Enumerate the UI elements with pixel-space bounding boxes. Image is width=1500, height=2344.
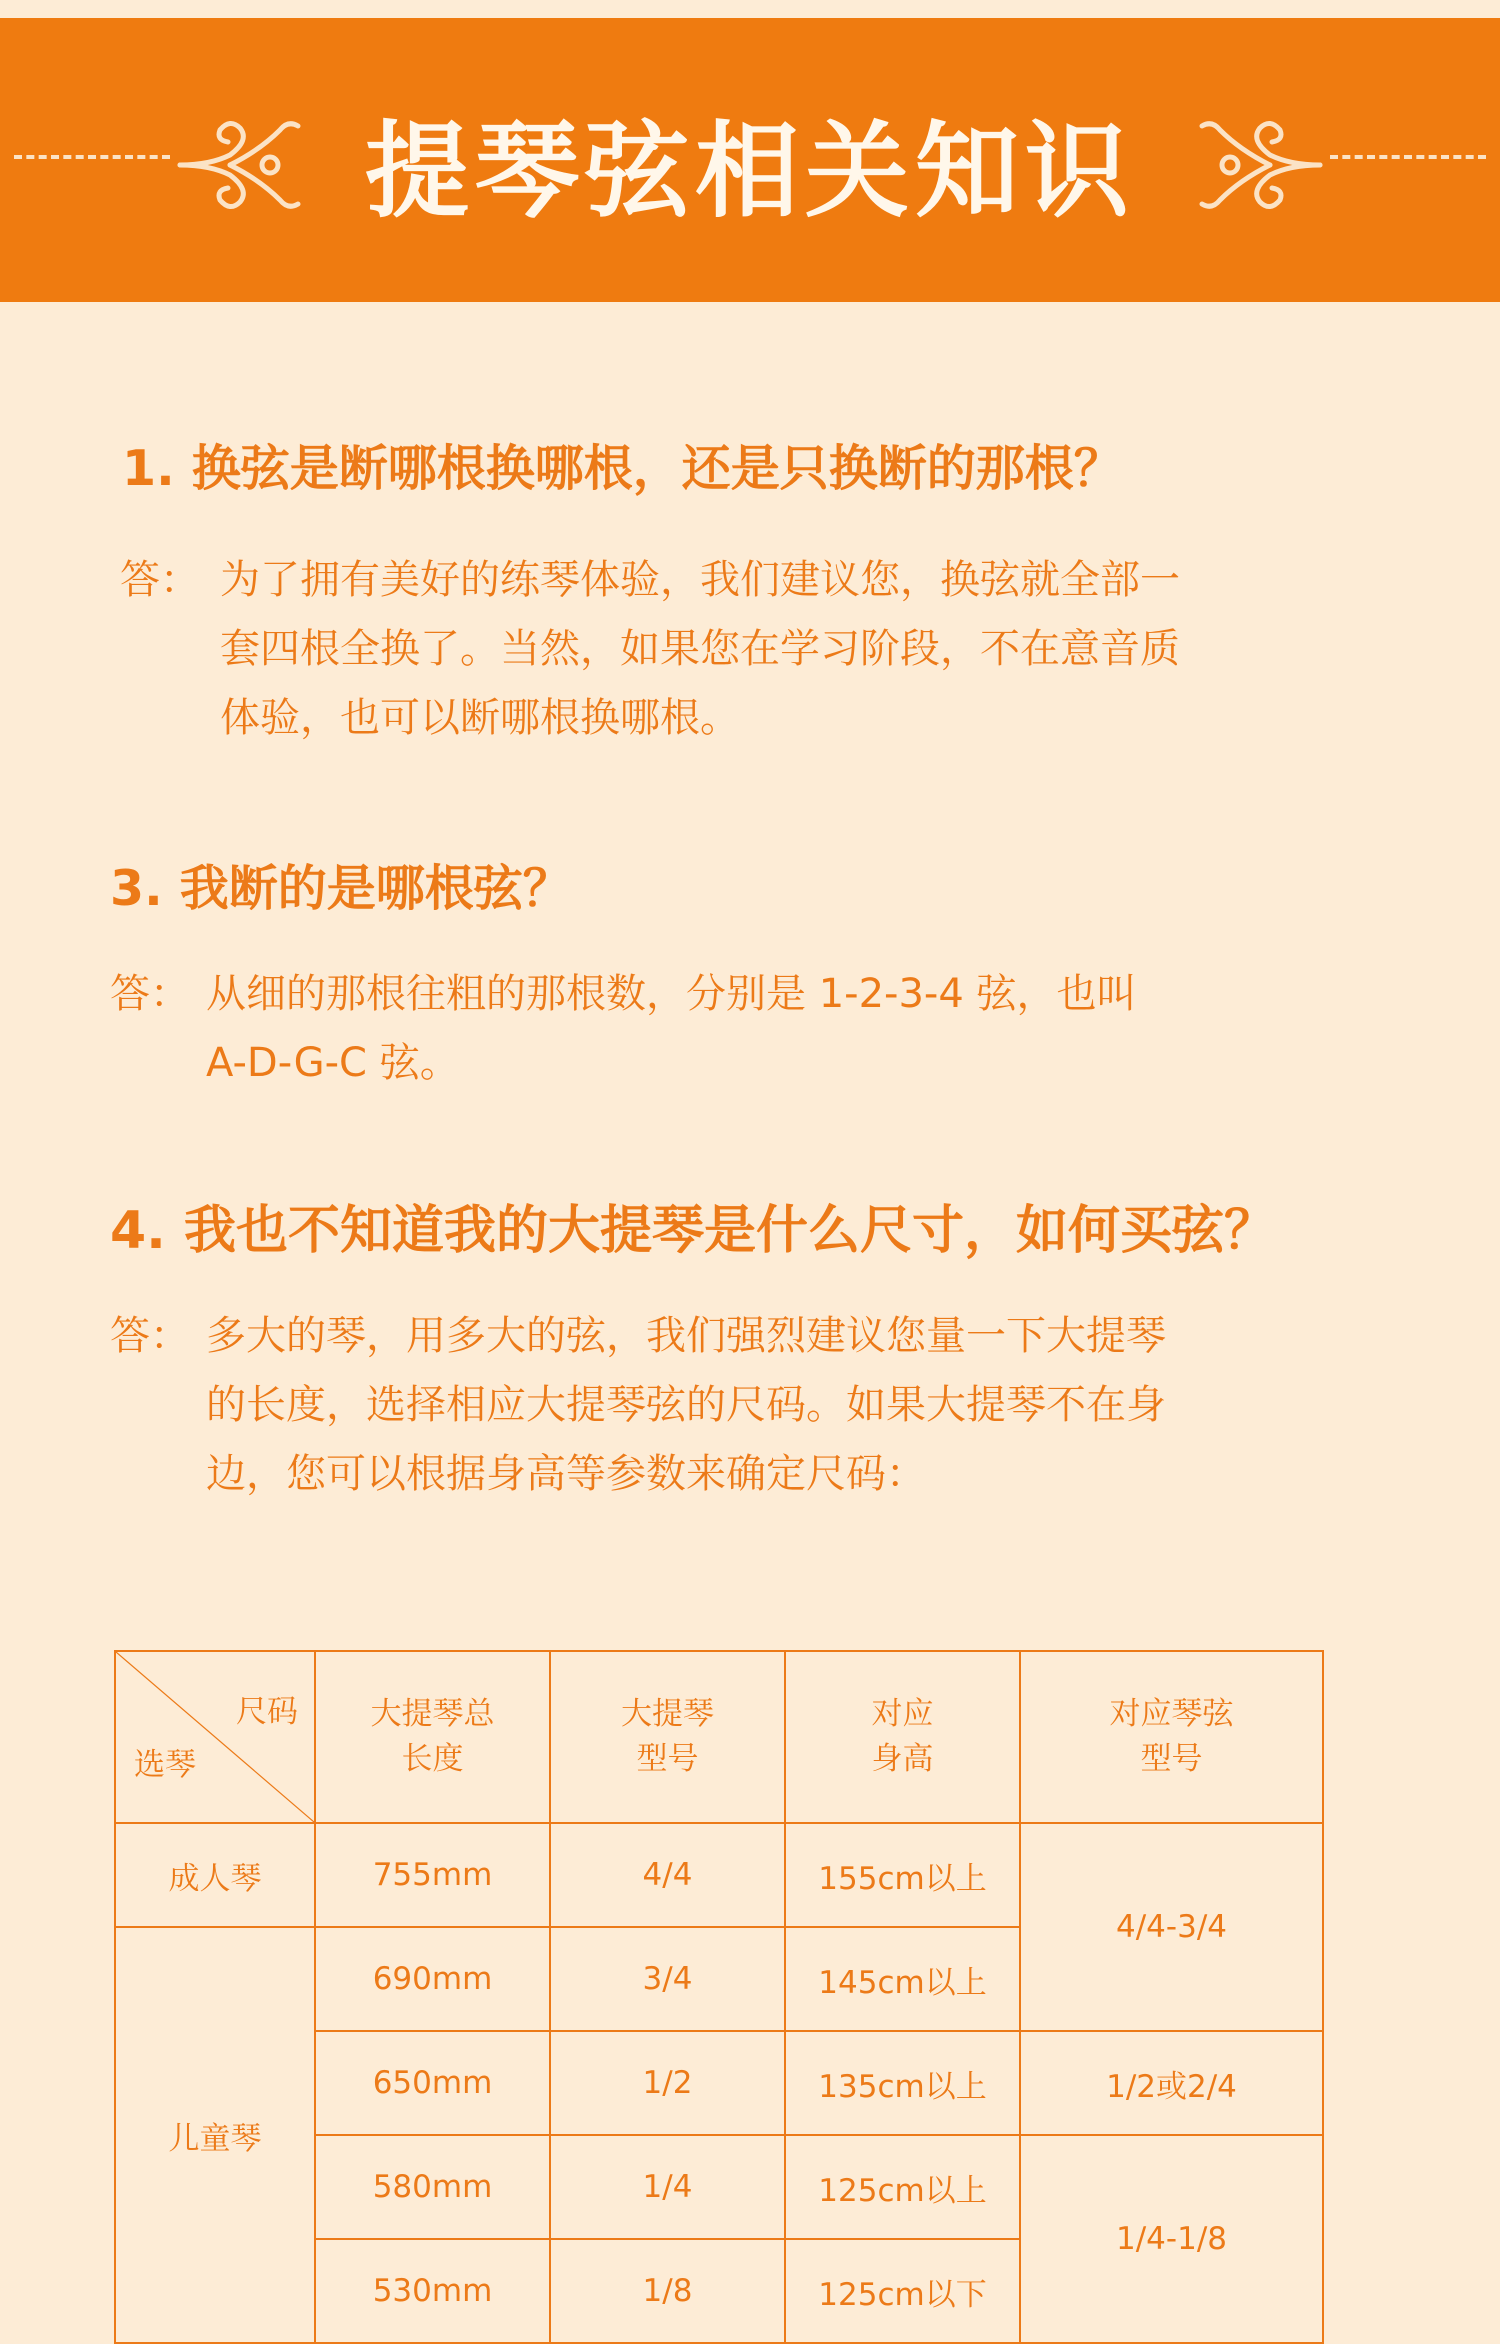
height-cell: 125cm以下 [785, 2239, 1020, 2343]
question-1: 1. 换弦是断哪根换哪根，还是只换断的那根？ [122, 440, 1123, 497]
answer-prefix: 答： [120, 557, 200, 603]
answer-line: 从细的那根往粗的那根数，分别是 1-2-3-4 弦，也叫 [206, 971, 1137, 1017]
height-cell: 145cm以上 [785, 1927, 1020, 2031]
string-model-cell: 4/4-3/4 [1020, 1823, 1323, 2031]
string-model-cell: 1/4-1/8 [1020, 2135, 1323, 2343]
header-line: 对应琴弦 [1109, 1696, 1234, 1732]
question-3: 3. 我断的是哪根弦？ [110, 860, 572, 917]
answer-line: A-D-G-C 弦。 [206, 1040, 460, 1086]
header-total-length [315, 1651, 550, 1823]
diagonal-line [116, 1652, 314, 1822]
header-line: 大提琴总 [370, 1696, 495, 1732]
height-cell: 155cm以上 [785, 1823, 1020, 1927]
answer-line: 体验，也可以断哪根换哪根。 [220, 695, 740, 741]
answer-line: 的长度，选择相应大提琴弦的尺码。如果大提琴不在身 [206, 1382, 1166, 1428]
dashed-rule-left [14, 155, 170, 159]
height-cell: 135cm以上 [785, 2031, 1020, 2135]
length-cell: 580mm [315, 2135, 550, 2239]
flourish-right-icon [1190, 110, 1330, 220]
model-cell: 1/2 [550, 2031, 785, 2135]
group-cell-child: 儿童琴 [115, 1927, 315, 2343]
header-line: 型号 [636, 1741, 699, 1777]
model-cell: 1/8 [550, 2239, 785, 2343]
height-cell: 125cm以上 [785, 2135, 1020, 2239]
answer-line: 套四根全换了。当然，如果您在学习阶段，不在意音质 [220, 626, 1180, 672]
size-table [114, 1650, 1324, 2344]
title-banner [0, 18, 1500, 302]
header-model [550, 1651, 785, 1823]
header-height [785, 1651, 1020, 1823]
corner-label-select: 选琴 [134, 1747, 196, 1783]
header-line: 长度 [401, 1741, 464, 1777]
header-line: 型号 [1140, 1741, 1203, 1777]
dashed-rule-right [1330, 155, 1486, 159]
model-cell: 4/4 [550, 1823, 785, 1927]
header-string-model [1020, 1651, 1323, 1823]
answer-prefix: 答： [110, 971, 190, 1017]
header-line: 身高 [871, 1741, 934, 1777]
length-cell: 650mm [315, 2031, 550, 2135]
top-margin [0, 0, 1500, 18]
model-cell: 1/4 [550, 2135, 785, 2239]
length-cell: 530mm [315, 2239, 550, 2343]
answer-line: 为了拥有美好的练琴体验，我们建议您，换弦就全部一 [220, 557, 1180, 603]
answer-line: 边，您可以根据身高等参数来确定尺码： [206, 1451, 926, 1497]
corner-label-size: 尺码 [236, 1694, 298, 1730]
page-title: 提琴弦相关知识 [364, 110, 1135, 232]
length-cell: 755mm [315, 1823, 550, 1927]
header-line: 大提琴 [621, 1696, 714, 1732]
header-line: 对应 [871, 1696, 934, 1732]
table-header-row [115, 1651, 1323, 1823]
table-row [115, 1823, 1323, 1927]
group-cell-adult: 成人琴 [115, 1823, 315, 1927]
corner-header-cell [115, 1651, 315, 1823]
question-4: 4. 我也不知道我的大提琴是什么尺寸，如何买弦？ [110, 1201, 1277, 1261]
string-model-cell: 1/2或2/4 [1020, 2031, 1323, 2135]
answer-line: 多大的琴，用多大的弦，我们强烈建议您量一下大提琴 [206, 1313, 1166, 1359]
model-cell: 3/4 [550, 1927, 785, 2031]
answer-prefix: 答： [110, 1313, 190, 1359]
flourish-left-icon [170, 110, 310, 220]
length-cell: 690mm [315, 1927, 550, 2031]
